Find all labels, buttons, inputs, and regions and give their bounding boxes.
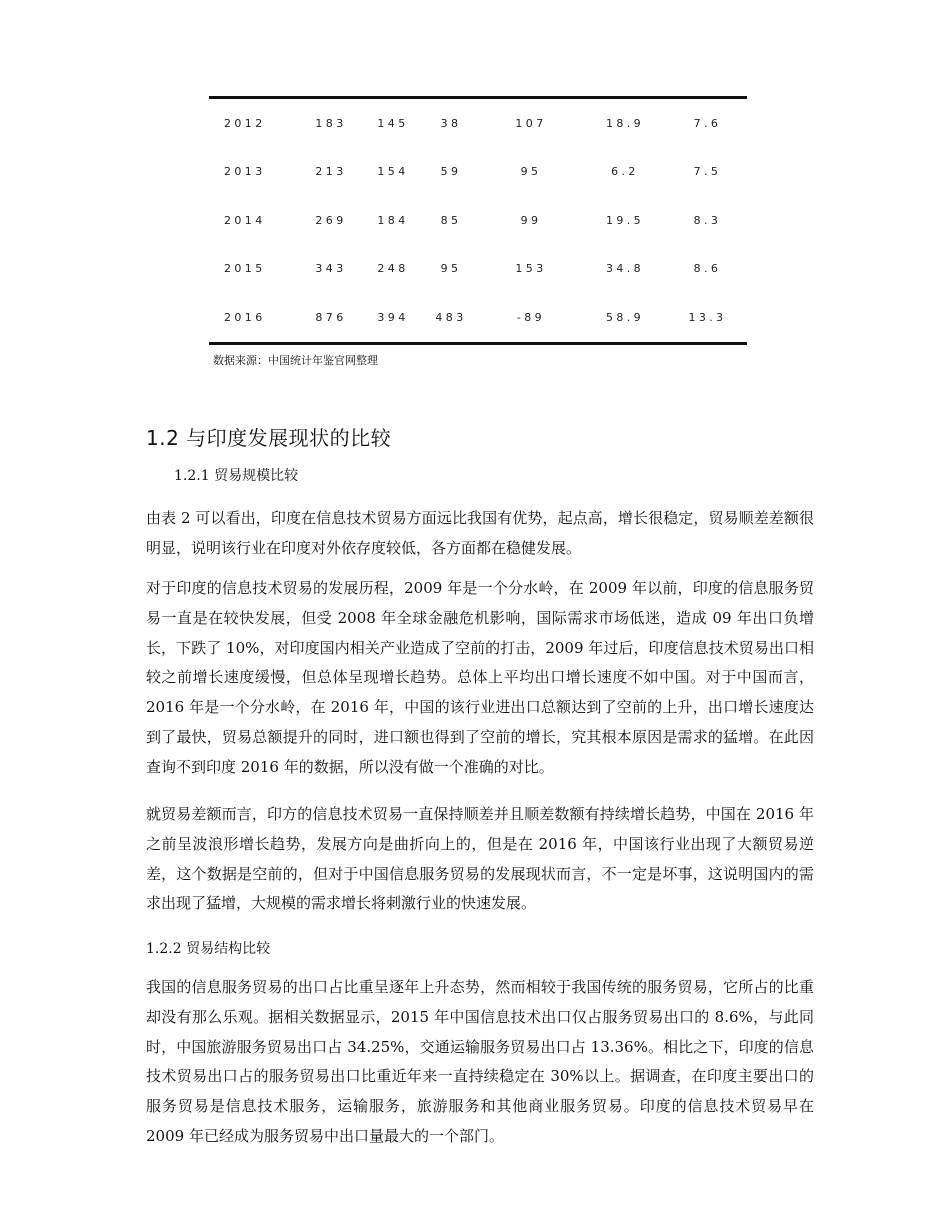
table-source-note: 数据来源：中国统计年鉴官网整理 [213, 354, 378, 367]
table-cell: 95 [520, 165, 542, 179]
table-cell: 85 [440, 213, 462, 227]
paragraph-4: 我国的信息服务贸易的出口占比重呈逐年上升态势，然而相较于我国传统的服务贸易，它所占的比重却没有那么乐观。据相关数据显示，2015 年中国信息技术出口仅占服务贸易出口的 8.6%，与此同时，中国旅游服务贸易出口占 34.25%，交通运输服务贸易出口占 13.36%。相比之下，印度的信息技术贸易出口占的服务贸易出口比重近年来一直持续稳定在 30%以上。据调查，在印度主要出口的服务贸易是信息技术服务，运输服务，旅游服务和其他商业服务贸易。印度的信息技术贸易早在 2009 年已经成为服务贸易中出口量最大的一个部门。 [146, 978, 814, 1145]
table-cell: 269 [315, 213, 347, 227]
table-cell: 18.9 [605, 116, 645, 130]
table-cell: -89 [516, 310, 546, 324]
table-cell: 876 [315, 310, 347, 324]
table-cell: 483 [435, 310, 467, 324]
table-cell: 58.9 [605, 310, 645, 324]
table-cell: 213 [315, 165, 347, 179]
table-row [209, 293, 747, 342]
table-row [209, 148, 747, 197]
table-body [209, 99, 747, 342]
subsection-heading-scale: 1.2.1 贸易规模比较 [174, 468, 299, 484]
table-cell: 2013 [224, 165, 266, 179]
table-cell: 343 [315, 262, 347, 276]
table-row [209, 245, 747, 294]
table-cell: 107 [515, 116, 547, 130]
table-cell: 7.6 [693, 116, 722, 130]
table-row [209, 99, 747, 148]
table-bottom-rule [209, 342, 747, 345]
paragraph-2: 对于印度的信息技术贸易的发展历程，2009 年是一个分水岭，在 2009 年以前，印度的信息服务贸易一直是在较快发展，但受 2008 年全球金融危机影响，国际需求市场低迷，造成 09 年出口负增长，下跌了 10%，对印度国内相关产业造成了空前的打击，2009 年过后，印度信息技术贸易出口相较之前增长速度缓慢，但总体呈现增长趋势。总体上平均出口增长速度不如中国。对于中国而言，2016 年是一个分水岭，在 2016 年，中国的该行业进出口总额达到了空前的上升，出口增长速度达到了最快，贸易总额提升的同时，进口额也得到了空前的增长，究其根本原因是需求的猛增。在此因查询不到印度 2016 年的数据，所以没有做一个准确的对比。 [146, 579, 814, 776]
table-cell: 6.2 [611, 165, 639, 179]
section-heading: 1.2 与印度发展现状的比较 [146, 426, 392, 450]
subsection-heading-structure: 1.2.2 贸易结构比较 [146, 941, 271, 957]
table-cell: 59 [440, 165, 462, 179]
table-cell: 34.8 [605, 262, 645, 276]
table-cell: 248 [377, 262, 409, 276]
table-cell: 38 [440, 116, 462, 130]
table-cell: 184 [377, 213, 409, 227]
table-cell: 95 [440, 262, 462, 276]
table-cell: 2012 [224, 116, 266, 130]
table-cell: 2015 [224, 262, 266, 276]
table-cell: 2014 [224, 213, 266, 227]
table-cell: 19.5 [605, 213, 645, 227]
data-table [209, 96, 747, 345]
table-cell: 8.3 [693, 213, 722, 227]
table-row [209, 196, 747, 245]
table-cell: 8.6 [693, 262, 722, 276]
paragraph-1: 由表 2 可以看出，印度在信息技术贸易方面远比我国有优势，起点高，增长很稳定，贸易顺差差额很明显，说明该行业在印度对外依存度较低，各方面都在稳健发展。 [146, 509, 814, 557]
table-cell: 99 [520, 213, 542, 227]
table-cell: 183 [315, 116, 347, 130]
paragraph-3: 就贸易差额而言，印方的信息技术贸易一直保持顺差并且顺差数额有持续增长趋势，中国在 2016 年之前呈波浪形增长趋势，发展方向是曲折向上的，但是在 2016 年，中国该行业出现了大额贸易逆差，这个数据是空前的，但对于中国信息服务贸易的发展现状而言，不一定是坏事，这说明国内的需求出现了猛增，大规模的需求增长将刺激行业的快速发展。 [146, 805, 814, 913]
table-cell: 13.3 [688, 310, 727, 324]
table-cell: 394 [377, 310, 409, 324]
table-cell: 2016 [224, 310, 266, 324]
table-cell: 145 [377, 116, 409, 130]
table-cell: 154 [377, 165, 409, 179]
table-cell: 153 [515, 262, 547, 276]
table-cell: 7.5 [693, 165, 722, 179]
